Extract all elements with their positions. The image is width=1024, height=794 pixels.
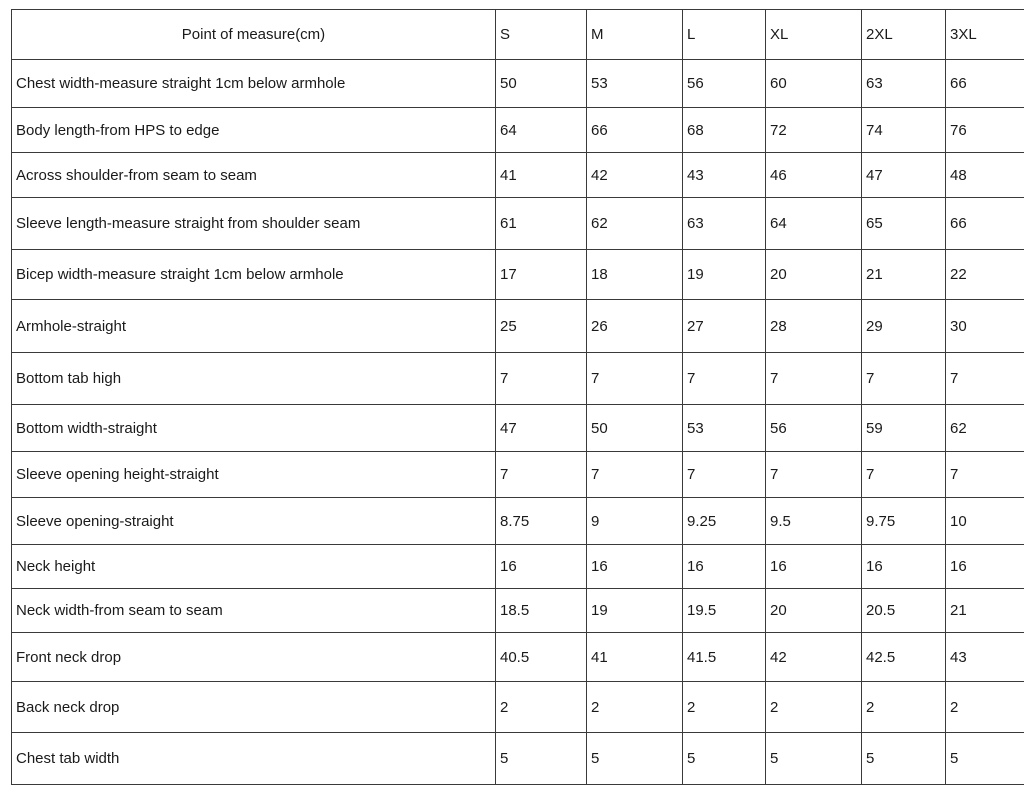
table-cell: 19.5 [683, 589, 766, 633]
table-cell: 7 [946, 353, 1024, 405]
row-label: Neck width-from seam to seam [12, 589, 496, 633]
table-cell: 74 [862, 108, 946, 153]
table-cell: 59 [862, 405, 946, 452]
table-cell: 7 [587, 452, 683, 498]
table-cell: 16 [587, 545, 683, 589]
row-label: Bicep width-measure straight 1cm below armhole [12, 250, 496, 300]
table-cell: 29 [862, 300, 946, 353]
table-cell: 7 [683, 452, 766, 498]
table-cell: 9.25 [683, 498, 766, 545]
table-cell: 7 [946, 452, 1024, 498]
size-chart-table [11, 9, 1024, 785]
row-label: Bottom tab high [12, 353, 496, 405]
row-label: Across shoulder-from seam to seam [12, 153, 496, 198]
table-cell: 48 [946, 153, 1024, 198]
table-row [12, 545, 1024, 589]
table-cell: 19 [587, 589, 683, 633]
table-cell: 9.5 [766, 498, 862, 545]
table-cell: 66 [946, 60, 1024, 108]
table-cell: 30 [946, 300, 1024, 353]
table-cell: 5 [683, 733, 766, 785]
table-cell: 9.75 [862, 498, 946, 545]
table-cell: 63 [683, 198, 766, 250]
table-cell: 53 [587, 60, 683, 108]
table-cell: 5 [862, 733, 946, 785]
table-cell: 47 [862, 153, 946, 198]
header-size-xl: XL [766, 10, 862, 60]
table-cell: 26 [587, 300, 683, 353]
table-row [12, 108, 1024, 153]
table-row [12, 589, 1024, 633]
table-cell: 41 [496, 153, 587, 198]
header-size-s: S [496, 10, 587, 60]
header-size-3xl: 3XL [946, 10, 1024, 60]
table-cell: 2 [862, 682, 946, 733]
table-body [12, 60, 1024, 785]
table-cell: 47 [496, 405, 587, 452]
table-cell: 65 [862, 198, 946, 250]
table-cell: 66 [587, 108, 683, 153]
table-header-row [12, 10, 1024, 60]
table-cell: 62 [946, 405, 1024, 452]
table-cell: 68 [683, 108, 766, 153]
table-cell: 76 [946, 108, 1024, 153]
table-cell: 7 [587, 353, 683, 405]
table-cell: 25 [496, 300, 587, 353]
table-cell: 60 [766, 60, 862, 108]
row-label: Sleeve opening-straight [12, 498, 496, 545]
table-cell: 41.5 [683, 633, 766, 682]
table-cell: 16 [683, 545, 766, 589]
table-cell: 50 [587, 405, 683, 452]
table-cell: 10 [946, 498, 1024, 545]
table-cell: 7 [496, 452, 587, 498]
row-label: Armhole-straight [12, 300, 496, 353]
row-label: Sleeve length-measure straight from shoulder seam [12, 198, 496, 250]
table-cell: 22 [946, 250, 1024, 300]
table-cell: 20 [766, 250, 862, 300]
table-row [12, 198, 1024, 250]
table-row [12, 153, 1024, 198]
table-cell: 43 [683, 153, 766, 198]
table-row [12, 733, 1024, 785]
table-cell: 18 [587, 250, 683, 300]
table-cell: 64 [496, 108, 587, 153]
table-cell: 17 [496, 250, 587, 300]
table-cell: 43 [946, 633, 1024, 682]
table-cell: 2 [766, 682, 862, 733]
table-cell: 56 [766, 405, 862, 452]
table-cell: 46 [766, 153, 862, 198]
table-cell: 7 [496, 353, 587, 405]
table-cell: 7 [683, 353, 766, 405]
row-label: Chest tab width [12, 733, 496, 785]
row-label: Back neck drop [12, 682, 496, 733]
table-cell: 5 [496, 733, 587, 785]
table-cell: 50 [496, 60, 587, 108]
table-cell: 7 [862, 353, 946, 405]
table-cell: 27 [683, 300, 766, 353]
table-cell: 16 [766, 545, 862, 589]
table-cell: 72 [766, 108, 862, 153]
table-cell: 53 [683, 405, 766, 452]
row-label: Bottom width-straight [12, 405, 496, 452]
table-cell: 40.5 [496, 633, 587, 682]
table-cell: 5 [946, 733, 1024, 785]
table-row [12, 452, 1024, 498]
table-cell: 20.5 [862, 589, 946, 633]
table-row [12, 633, 1024, 682]
table-cell: 41 [587, 633, 683, 682]
table-cell: 21 [862, 250, 946, 300]
table-row [12, 250, 1024, 300]
header-size-2xl: 2XL [862, 10, 946, 60]
table-cell: 16 [862, 545, 946, 589]
table-row [12, 300, 1024, 353]
table-cell: 8.75 [496, 498, 587, 545]
table-cell: 42 [587, 153, 683, 198]
table-cell: 16 [946, 545, 1024, 589]
table-cell: 16 [496, 545, 587, 589]
table-cell: 62 [587, 198, 683, 250]
table-row [12, 60, 1024, 108]
table-row [12, 682, 1024, 733]
table-cell: 5 [587, 733, 683, 785]
row-label: Sleeve opening height-straight [12, 452, 496, 498]
table-cell: 20 [766, 589, 862, 633]
table-row [12, 353, 1024, 405]
table-cell: 21 [946, 589, 1024, 633]
table-cell: 19 [683, 250, 766, 300]
table-cell: 7 [862, 452, 946, 498]
table-cell: 2 [946, 682, 1024, 733]
table-cell: 61 [496, 198, 587, 250]
table-cell: 2 [683, 682, 766, 733]
table-row [12, 405, 1024, 452]
table-cell: 2 [496, 682, 587, 733]
table-cell: 9 [587, 498, 683, 545]
row-label: Body length-from HPS to edge [12, 108, 496, 153]
row-label: Front neck drop [12, 633, 496, 682]
table-cell: 63 [862, 60, 946, 108]
header-size-l: L [683, 10, 766, 60]
table-cell: 66 [946, 198, 1024, 250]
table-cell: 18.5 [496, 589, 587, 633]
table-cell: 7 [766, 452, 862, 498]
table-cell: 42.5 [862, 633, 946, 682]
table-cell: 5 [766, 733, 862, 785]
table-cell: 7 [766, 353, 862, 405]
header-point-of-measure: Point of measure(cm) [12, 10, 496, 60]
table-row [12, 498, 1024, 545]
table-cell: 64 [766, 198, 862, 250]
table-cell: 56 [683, 60, 766, 108]
table-cell: 28 [766, 300, 862, 353]
table-cell: 2 [587, 682, 683, 733]
table-cell: 42 [766, 633, 862, 682]
header-size-m: M [587, 10, 683, 60]
row-label: Neck height [12, 545, 496, 589]
row-label: Chest width-measure straight 1cm below armhole [12, 60, 496, 108]
